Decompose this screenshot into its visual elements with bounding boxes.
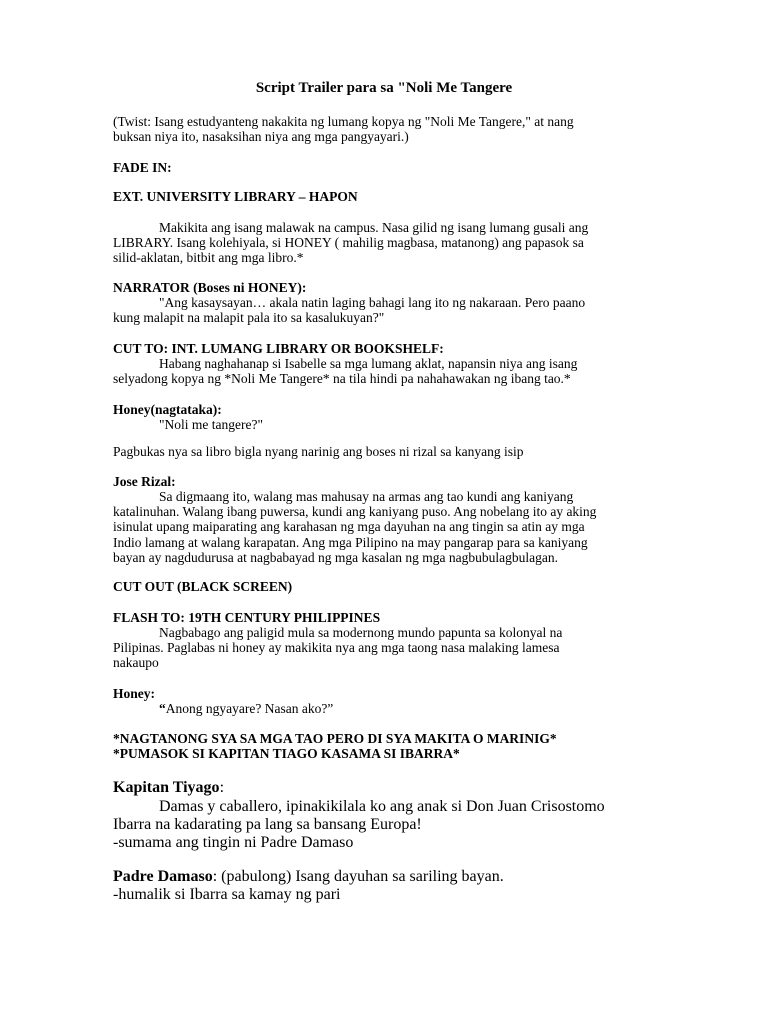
kapitan-line-1: Damas y caballero, ipinakikilala ko ang anak si Don Juan Crisostomo xyxy=(159,798,605,815)
twist-line-1: (Twist: Isang estudyanteng nakakita ng lumang kopya ng "Noli Me Tangere," at nang xyxy=(113,114,574,129)
kapitan-label: Kapitan Tiyago xyxy=(113,779,220,796)
damaso-line-2: -humalik si Ibarra sa kamay ng pari xyxy=(113,886,341,903)
flash-line-2: Pilipinas. Paglabas ni honey ay makikita nya ang mga taong nasa malaking lamesa xyxy=(113,640,560,655)
flash-line-1: Nagbabago ang paligid mula sa modernong mundo papunta sa kolonyal na xyxy=(159,625,563,640)
kapitan-line-3: -sumama ang tingin ni Padre Damaso xyxy=(113,834,354,851)
page-title: Script Trailer para sa "Noli Me Tangere xyxy=(255,80,513,96)
scene1-action-line-3: silid-aklatan, bitbit ang mga libro.* xyxy=(113,250,304,265)
flash-heading: FLASH TO: 19TH CENTURY PHILIPPINES xyxy=(113,610,381,625)
honey-line-1: "Noli me tangere?" xyxy=(159,417,263,432)
twist-line-2: buksan niya ito, nasaksihan niya ang mga pangyayari.) xyxy=(113,129,409,144)
narrator-line-1: "Ang kasaysayan… akala natin laging bahagi lang ito ng nakaraan. Pero paano xyxy=(159,295,586,310)
honey-label-1: Honey(nagtataka): xyxy=(113,402,222,417)
rizal-line-5: bayan ay nagdudurusa at nagbabayad ng mga kasalan ng mga nagbubulagbulagan. xyxy=(113,550,558,565)
cut-to-heading: CUT TO: INT. LUMANG LIBRARY OR BOOKSHELF: xyxy=(113,341,444,356)
rizal-line-3: isinulat upang maiparating ang karahasan ng mga dayuhan na ang tingin sa atin ay mga xyxy=(113,519,585,534)
rizal-line-2: katalinuhan. Walang ibang puwersa, kundi ang kaniyang puso. Ang nobelang ito ay aking xyxy=(113,504,597,519)
rizal-line-1: Sa digmaang ito, walang mas mahusay na armas ang tao kundi ang kaniyang xyxy=(159,489,574,504)
kapitan-heading xyxy=(113,779,224,797)
pagbukas-line: Pagbukas nya sa libro bigla nyang narinig ang boses ni rizal sa kanyang isip xyxy=(113,444,524,459)
scene1-action-line-2: LIBRARY. Isang kolehiyala, si HONEY ( mahilig magbasa, matanong) ang papasok sa xyxy=(113,235,584,250)
honey-line-2-text: Anong ngyayare? Nasan ako?” xyxy=(165,701,334,716)
damaso-text: : (pabulong) Isang dayuhan sa sariling bayan. xyxy=(212,868,504,885)
narrator-line-2: kung malapit na malapit pala ito sa kasalukuyan?" xyxy=(113,310,385,325)
narrator-label: NARRATOR (Boses ni HONEY): xyxy=(113,280,307,295)
cut-to-line-1: Habang naghahanap si Isabelle sa mga lumang aklat, napansin niya ang isang xyxy=(159,356,578,371)
scene1-heading: EXT. UNIVERSITY LIBRARY – HAPON xyxy=(113,189,358,204)
honey-line-2 xyxy=(159,701,333,716)
honey-label-2: Honey: xyxy=(113,686,155,701)
damaso-label: Padre Damaso xyxy=(113,868,213,885)
kapitan-colon: : xyxy=(219,779,225,796)
flash-line-3: nakaupo xyxy=(113,655,159,670)
action-caps-line-2: *PUMASOK SI KAPITAN TIAGO KASAMA SI IBARRA* xyxy=(113,746,460,761)
cut-to-line-2: selyadong kopya ng *Noli Me Tangere* na tila hindi pa nahahawakan ng ibang tao.* xyxy=(113,371,571,386)
fade-in-heading: FADE IN: xyxy=(113,160,172,175)
rizal-label: Jose Rizal: xyxy=(113,474,176,489)
damaso-line-1 xyxy=(113,868,504,886)
cut-out-heading: CUT OUT (BLACK SCREEN) xyxy=(113,579,293,594)
scene1-action-line-1: Makikita ang isang malawak na campus. Nasa gilid ng isang lumang gusali ang xyxy=(159,220,589,235)
rizal-line-4: Indio lamang at walang karapatan. Ang mga Pilipino na may pangarap para sa kaniyang xyxy=(113,535,588,550)
action-caps-line-1: *NAGTANONG SYA SA MGA TAO PERO DI SYA MAKITA O MARINIG* xyxy=(113,731,557,746)
kapitan-line-2: Ibarra na kadarating pa lang sa bansang Europa! xyxy=(113,816,422,833)
honey-line-2-open-quote: “ xyxy=(159,701,166,716)
